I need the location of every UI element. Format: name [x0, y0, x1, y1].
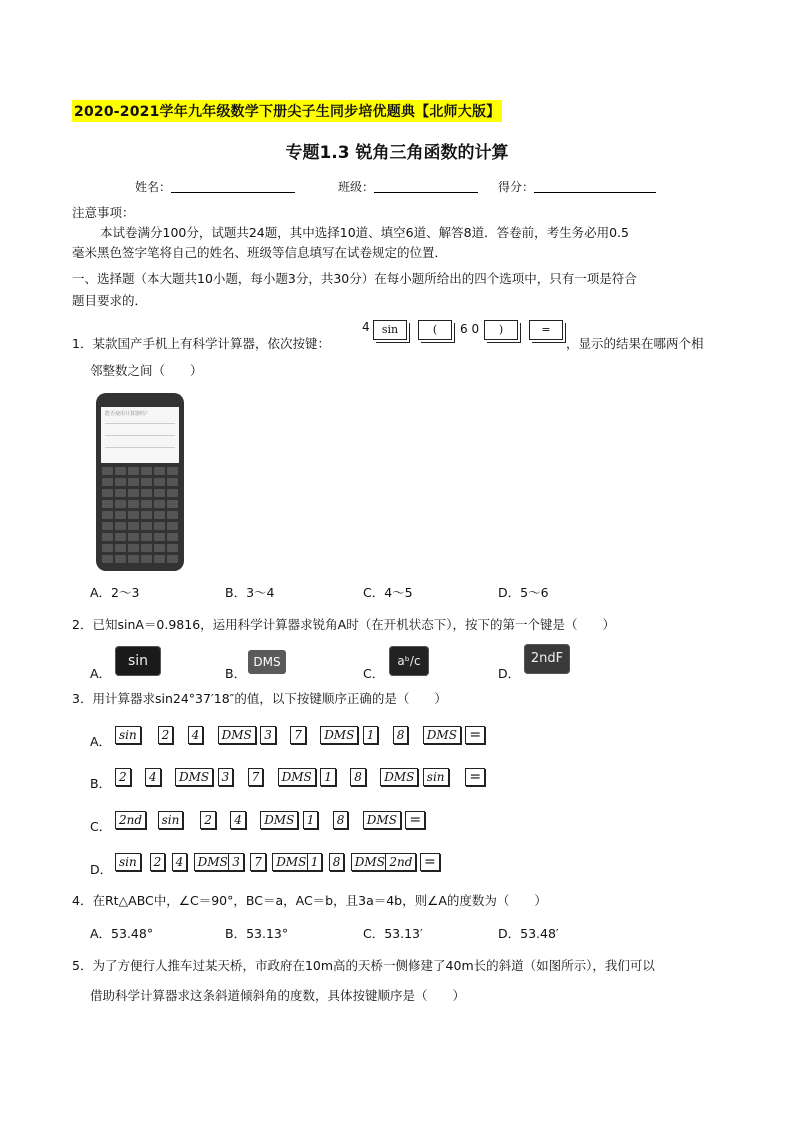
phone-key [115, 489, 126, 497]
phone-key [167, 500, 178, 508]
phone-key [102, 511, 113, 519]
rowB-key-10[interactable]: = [465, 768, 485, 786]
phone-key [128, 489, 139, 497]
rowA-key-6[interactable]: DMS [320, 726, 358, 744]
rowC-key-3[interactable]: 4 [230, 811, 246, 829]
q1-option-b[interactable]: B．3～4 [225, 585, 275, 600]
q1-option-d[interactable]: D．5～6 [498, 585, 549, 600]
phone-key [141, 478, 152, 486]
score-label: 得分： [498, 180, 535, 194]
rowD-key-5[interactable]: 7 [250, 853, 266, 871]
rowB-key-9[interactable]: sin [423, 768, 449, 786]
phone-key [102, 555, 113, 563]
rowB-key-5[interactable]: DMS [278, 768, 316, 786]
name-label: 姓名： [135, 180, 172, 194]
phone-key [141, 467, 152, 475]
q5-line-1: 5．为了方便行人推车过某天桥，市政府在10m高的天桥一侧修建了40m长的斜道（如图所示），我们可以 [72, 958, 655, 973]
rowD-key-4[interactable]: 3 [228, 853, 244, 871]
q1-key-equals: = [529, 320, 563, 340]
class-field[interactable] [338, 178, 478, 195]
phone-key [115, 555, 126, 563]
q1-key-close-paren: ) [484, 320, 518, 340]
phone-key [128, 544, 139, 552]
q2-label-b: B． [225, 666, 247, 681]
phone-key [167, 511, 178, 519]
phone-key [167, 489, 178, 497]
phone-key [167, 467, 178, 475]
phone-key [141, 500, 152, 508]
phone-key [154, 511, 165, 519]
rowD-key-9[interactable]: DMS [351, 853, 389, 871]
q3-label-c: C． [90, 819, 112, 834]
phone-key [102, 467, 113, 475]
rowB-key-7[interactable]: 8 [350, 768, 366, 786]
phone-key [102, 533, 113, 541]
rowB-key-0[interactable]: 2 [115, 768, 131, 786]
phone-key [167, 478, 178, 486]
q1-prefix: 1．某款国产手机上有科学计算器，依次按键： [72, 336, 330, 351]
name-field[interactable] [135, 178, 295, 195]
q1-suffix: ，显示的结果在哪两个相 [566, 336, 704, 351]
q4-text: 4．在Rt△ABC中，∠C＝90°，BC＝a，AC＝b，且3a＝4b，则∠A的度数为（ ） [72, 893, 547, 908]
phone-key [167, 533, 178, 541]
phone-key [102, 544, 113, 552]
phone-screen [101, 407, 179, 463]
phone-key [154, 555, 165, 563]
notes-heading: 注意事项： [72, 205, 135, 220]
notes-line-2: 毫米黑色签字笔将自己的姓名、班级等信息填写在试卷规定的位置． [72, 245, 448, 260]
rowA-key-2[interactable]: 4 [188, 726, 204, 744]
rowA-key-9[interactable]: DMS [423, 726, 461, 744]
rowA-key-7[interactable]: 1 [363, 726, 379, 744]
rowB-key-8[interactable]: DMS [380, 768, 418, 786]
phone-screen-text: 能否使用计算器吗？ [105, 411, 151, 417]
rowB-key-1[interactable]: 4 [145, 768, 161, 786]
rowC-key-5[interactable]: 1 [303, 811, 319, 829]
q1-line-2: 邻整数之间（ ） [90, 363, 203, 378]
section-heading-line-1: 一、选择题（本大题共10小题，每小题3分，共30分）在每小题所给出的四个选项中，只有一项是符合 [72, 271, 637, 286]
rowD-key-6[interactable]: DMS [272, 853, 310, 871]
q2-label-c: C． [363, 666, 385, 681]
notes-line-1: 本试卷满分100分，试题共24题，其中选择10道、填空6道、解答8道．答卷前，考生务必用0.5 [100, 225, 629, 240]
q4-option-d[interactable]: D．53.48′ [498, 926, 559, 941]
rowA-key-5[interactable]: 7 [290, 726, 306, 744]
phone-key [102, 478, 113, 486]
phone-key [102, 522, 113, 530]
q2-option-b-dms-key[interactable]: DMS [248, 650, 286, 674]
rowC-key-1[interactable]: sin [158, 811, 184, 829]
q1-key-4: 4 [362, 320, 370, 334]
phone-key [141, 555, 152, 563]
rowA-key-3[interactable]: DMS [218, 726, 256, 744]
q3-label-b: B． [90, 776, 112, 791]
phone-key [115, 478, 126, 486]
phone-key [167, 555, 178, 563]
page-title: 专题1.3 锐角三角函数的计算 [285, 143, 509, 163]
phone-key [115, 500, 126, 508]
rowB-key-2[interactable]: DMS [175, 768, 213, 786]
phone-key [128, 511, 139, 519]
q1-option-c[interactable]: C．4～5 [363, 585, 413, 600]
rowC-key-4[interactable]: DMS [260, 811, 298, 829]
q2-label-a: A． [90, 666, 112, 681]
rowD-key-8[interactable]: 8 [329, 853, 345, 871]
q1-option-a[interactable]: A．2～3 [90, 585, 140, 600]
rowD-key-3[interactable]: DMS [194, 853, 232, 871]
q1-key-open-paren: ( [418, 320, 452, 340]
rowD-key-2[interactable]: 4 [172, 853, 188, 871]
phone-key [128, 500, 139, 508]
phone-key [154, 489, 165, 497]
rowD-key-1[interactable]: 2 [150, 853, 166, 871]
rowB-key-4[interactable]: 7 [248, 768, 264, 786]
phone-calculator-image [96, 393, 184, 571]
q2-label-d: D． [498, 666, 521, 681]
phone-key [141, 522, 152, 530]
phone-key [128, 533, 139, 541]
q3-label-a: A． [90, 734, 112, 749]
rowA-key-0[interactable]: sin [115, 726, 141, 744]
q4-option-a[interactable]: A．53.48° [90, 926, 154, 941]
rowC-key-8[interactable]: = [405, 811, 425, 829]
rowB-key-6[interactable]: 1 [320, 768, 336, 786]
rowA-key-4[interactable]: 3 [260, 726, 276, 744]
rowC-key-6[interactable]: 8 [333, 811, 349, 829]
q2-option-a-sin-key[interactable]: sin [115, 646, 161, 676]
phone-key [154, 467, 165, 475]
phone-key [102, 500, 113, 508]
q4-option-c[interactable]: C．53.13′ [363, 926, 423, 941]
document-banner: 2020-2021学年九年级数学下册尖子生同步培优题典【北师大版】 [72, 100, 502, 122]
rowD-key-10[interactable]: 2nd [385, 853, 416, 871]
phone-key [102, 489, 113, 497]
rowC-key-2[interactable]: 2 [200, 811, 216, 829]
phone-key [141, 544, 152, 552]
section-heading-line-2: 题目要求的． [72, 293, 148, 308]
rowD-key-0[interactable]: sin [115, 853, 141, 871]
phone-key [167, 544, 178, 552]
phone-key [167, 522, 178, 530]
q2-option-d-2ndf-key[interactable]: 2ndF [524, 644, 570, 674]
phone-key [128, 555, 139, 563]
phone-key [154, 522, 165, 530]
phone-key [115, 544, 126, 552]
score-field[interactable] [498, 178, 656, 195]
q5-line-2: 借助科学计算器求这条斜道倾斜角的度数，具体按键顺序是（ ） [90, 988, 466, 1003]
rowA-key-10[interactable]: = [465, 726, 485, 744]
rowC-key-7[interactable]: DMS [363, 811, 401, 829]
phone-key [154, 500, 165, 508]
phone-key [141, 533, 152, 541]
phone-key [128, 467, 139, 475]
phone-key [141, 489, 152, 497]
phone-key [154, 533, 165, 541]
phone-key [154, 478, 165, 486]
phone-key [115, 511, 126, 519]
phone-key [128, 478, 139, 486]
phone-key [115, 533, 126, 541]
rowD-key-7[interactable]: 1 [307, 853, 323, 871]
q4-option-b[interactable]: B．53.13° [225, 926, 289, 941]
rowA-key-1[interactable]: 2 [158, 726, 174, 744]
rowB-key-3[interactable]: 3 [218, 768, 234, 786]
q2-option-c-fraction-key[interactable]: aᵇ/c [389, 646, 429, 676]
q3-label-d: D． [90, 862, 113, 877]
q2-text: 2．已知sinA＝0.9816，运用科学计算器求锐角A时（在开机状态下），按下的第一个键是（ ） [72, 617, 615, 632]
rowD-key-11[interactable]: = [420, 853, 440, 871]
q1-key-60: 6 0 [460, 322, 480, 336]
phone-key [154, 544, 165, 552]
phone-key [141, 511, 152, 519]
class-label: 班级： [338, 180, 375, 194]
phone-key [115, 522, 126, 530]
phone-key [128, 522, 139, 530]
q3-text: 3．用计算器求sin24°37′18″的值，以下按键顺序正确的是（ ） [72, 691, 447, 706]
q1-key-sin: sin [373, 320, 407, 340]
rowA-key-8[interactable]: 8 [393, 726, 409, 744]
rowC-key-0[interactable]: 2nd [115, 811, 146, 829]
phone-key [115, 467, 126, 475]
